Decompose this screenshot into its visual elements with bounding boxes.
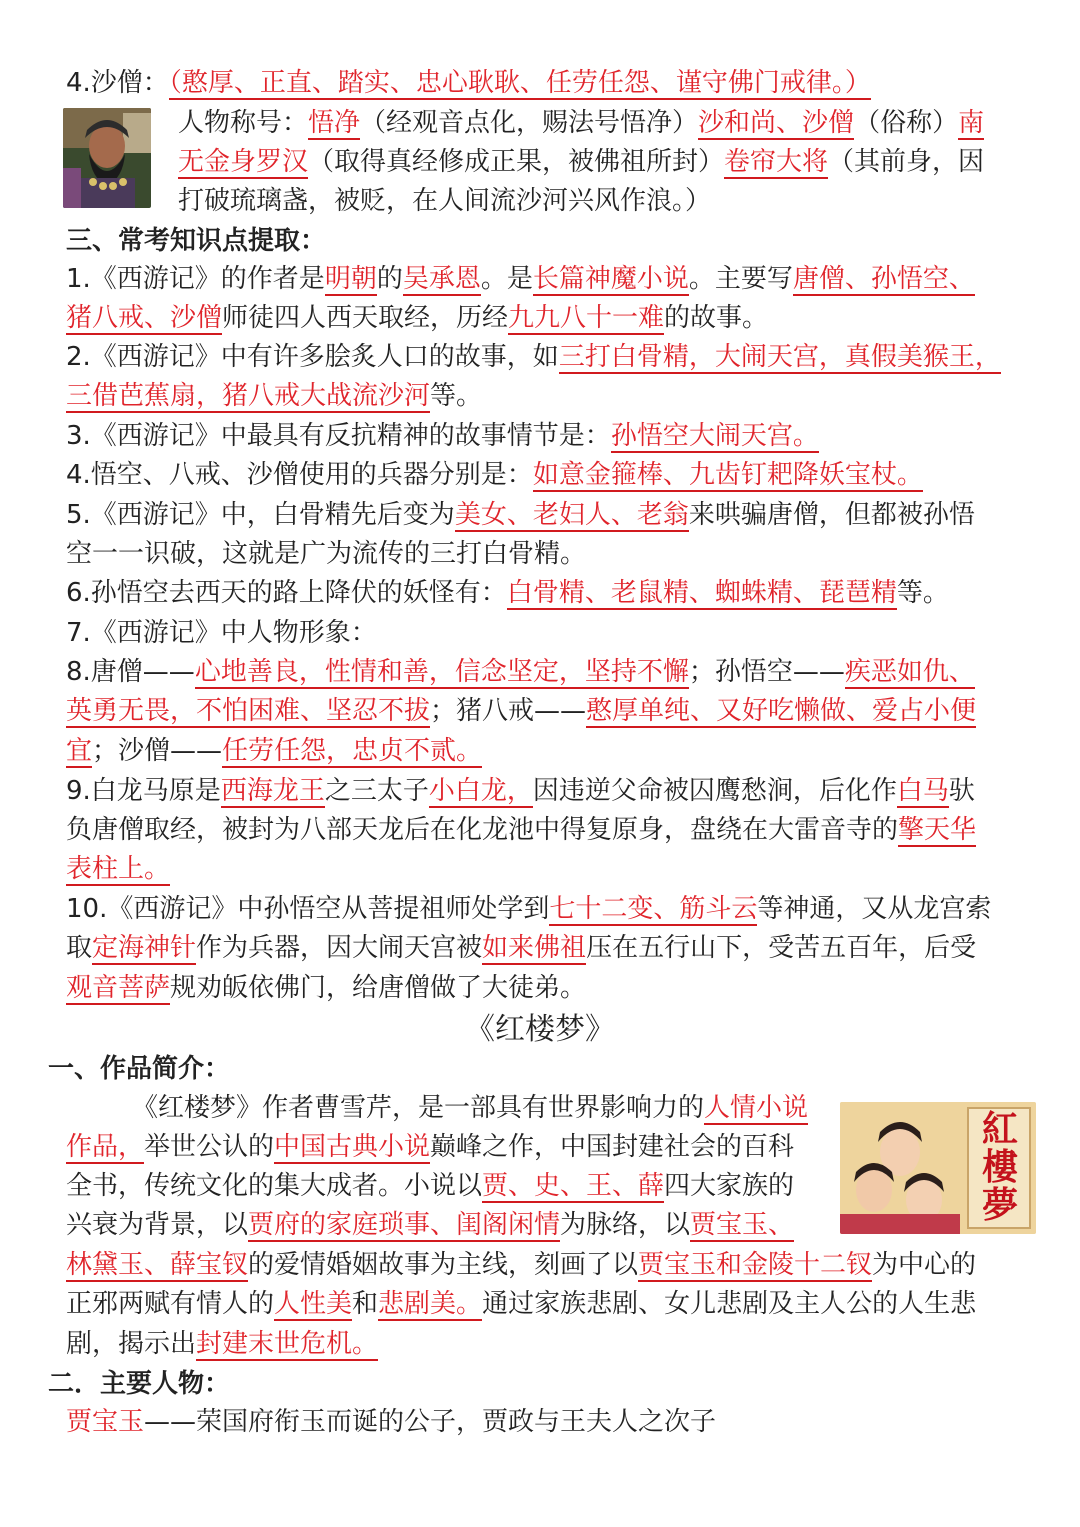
- point-1-line-2: 猪八戒、沙僧师徒四人西天取经，历经九九八十一难的故事。: [66, 303, 769, 333]
- section-2-heading: 二．主要人物：: [48, 1369, 231, 1399]
- point-4: 4.悟空、八戒、沙僧使用的兵器分别是：如意金箍棒、九齿钉耙降妖宝杖。: [66, 460, 923, 490]
- cover-title-text: 紅樓夢: [981, 1108, 1018, 1226]
- sha-seng-titles-1: 人物称号：悟净（经观音点化，赐法号悟净）沙和尚、沙僧（俗称）南: [178, 108, 985, 138]
- point-6: 6.孙悟空去西天的路上降伏的妖怪有：白骨精、老鼠精、蜘蛛精、琵琶精等。: [66, 578, 949, 608]
- point-1-line-1: 1.《西游记》的作者是明朝的吴承恩。是长篇神魔小说。主要写唐僧、孙悟空、: [66, 264, 975, 294]
- point-8-line-3: 宜；沙僧——任劳任怨，忠贞不贰。: [66, 736, 483, 766]
- sha-seng-titles-3: 打破琉璃盏，被贬，在人间流沙河兴风作浪。）: [178, 186, 712, 216]
- point-9-line-3: 表柱上。: [66, 854, 171, 884]
- intro-line-6: 正邪两赋有情人的人性美和悲剧美。通过家族悲剧、女儿悲剧及主人公的人生悲: [66, 1289, 977, 1319]
- section-1-heading: 一、作品简介：: [48, 1054, 231, 1084]
- point-2-line-2: 三借芭蕉扇，猪八戒大战流沙河等。: [66, 381, 483, 411]
- intro-line-7: 剧，揭示出封建末世危机。: [66, 1329, 379, 1359]
- sha-seng-portrait: [63, 108, 151, 208]
- character-jia-baoyu: 贾宝玉——荣国府衔玉而诞的公子，贾政与王夫人之次子: [66, 1407, 717, 1437]
- point-5-line-1: 5.《西游记》中，白骨精先后变为美女、老妇人、老翁来哄骗唐僧，但都被孙悟: [66, 500, 975, 530]
- hongloumeng-title: 《红楼梦》: [465, 1012, 615, 1047]
- intro-line-1: 《红楼梦》作者曹雪芹，是一部具有世界影响力的人情小说: [132, 1093, 809, 1123]
- point-8-line-1: 8.唐僧——心地善良，性情和善，信念坚定，坚持不懈；孙悟空——疾恶如仇、: [66, 657, 975, 687]
- intro-line-5: 林黛玉、薛宝钗的爱情婚姻故事为主线，刻画了以贾宝玉和金陵十二钗为中心的: [66, 1250, 977, 1280]
- intro-line-2: 作品，举世公认的中国古典小说巅峰之作，中国封建社会的百科: [66, 1132, 795, 1162]
- sha-seng-titles-2: 无金身罗汉（取得真经修成正果，被佛祖所封）卷帘大将（其前身，因: [178, 147, 985, 177]
- point-3: 3.《西游记》中最具有反抗精神的故事情节是：孙悟空大闹天宫。: [66, 421, 819, 451]
- sha-seng-line: 4.沙僧：（憨厚、正直、踏实、忠心耿耿、任劳任怨、谨守佛门戒律。）: [66, 68, 871, 98]
- hongloumeng-cover-image: [840, 1102, 1036, 1234]
- point-10-line-2: 取定海神针作为兵器，因大闹天宫被如来佛祖压在五行山下，受苦五百年，后受: [66, 933, 977, 963]
- point-9-line-2: 负唐僧取经，被封为八部天龙后在化龙池中得复原身，盘绕在大雷音寺的擎天华: [66, 815, 977, 845]
- point-5-line-2: 空一一识破，这就是广为流传的三打白骨精。: [66, 539, 587, 569]
- point-7: 7.《西游记》中人物形象：: [66, 618, 377, 648]
- point-9-line-1: 9.白龙马原是西海龙王之三太子小白龙，因违逆父命被囚鹰愁涧，后化作白马驮: [66, 776, 975, 806]
- point-2-line-1: 2.《西游记》中有许多脍炙人口的故事，如三打白骨精，大闹天宫，真假美猴王，: [66, 342, 1001, 372]
- intro-line-4: 兴衰为背景，以贾府的家庭琐事、闺阁闲情为脉络，以贾宝玉、: [66, 1210, 795, 1240]
- point-10-line-1: 10.《西游记》中孙悟空从菩提祖师处学到七十二变、筋斗云等神通，又从龙宫索: [66, 894, 992, 924]
- point-10-line-3: 观音菩萨规劝皈依佛门，给唐僧做了大徒弟。: [66, 973, 587, 1003]
- intro-line-3: 全书，传统文化的集大成者。小说以贾、史、王、薛四大家族的: [66, 1171, 795, 1201]
- point-8-line-2: 英勇无畏，不怕困难、坚忍不拔；猪八戒——憨厚单纯、又好吃懒做、爱占小便: [66, 696, 977, 726]
- section-3-heading: 三、常考知识点提取：: [66, 226, 327, 256]
